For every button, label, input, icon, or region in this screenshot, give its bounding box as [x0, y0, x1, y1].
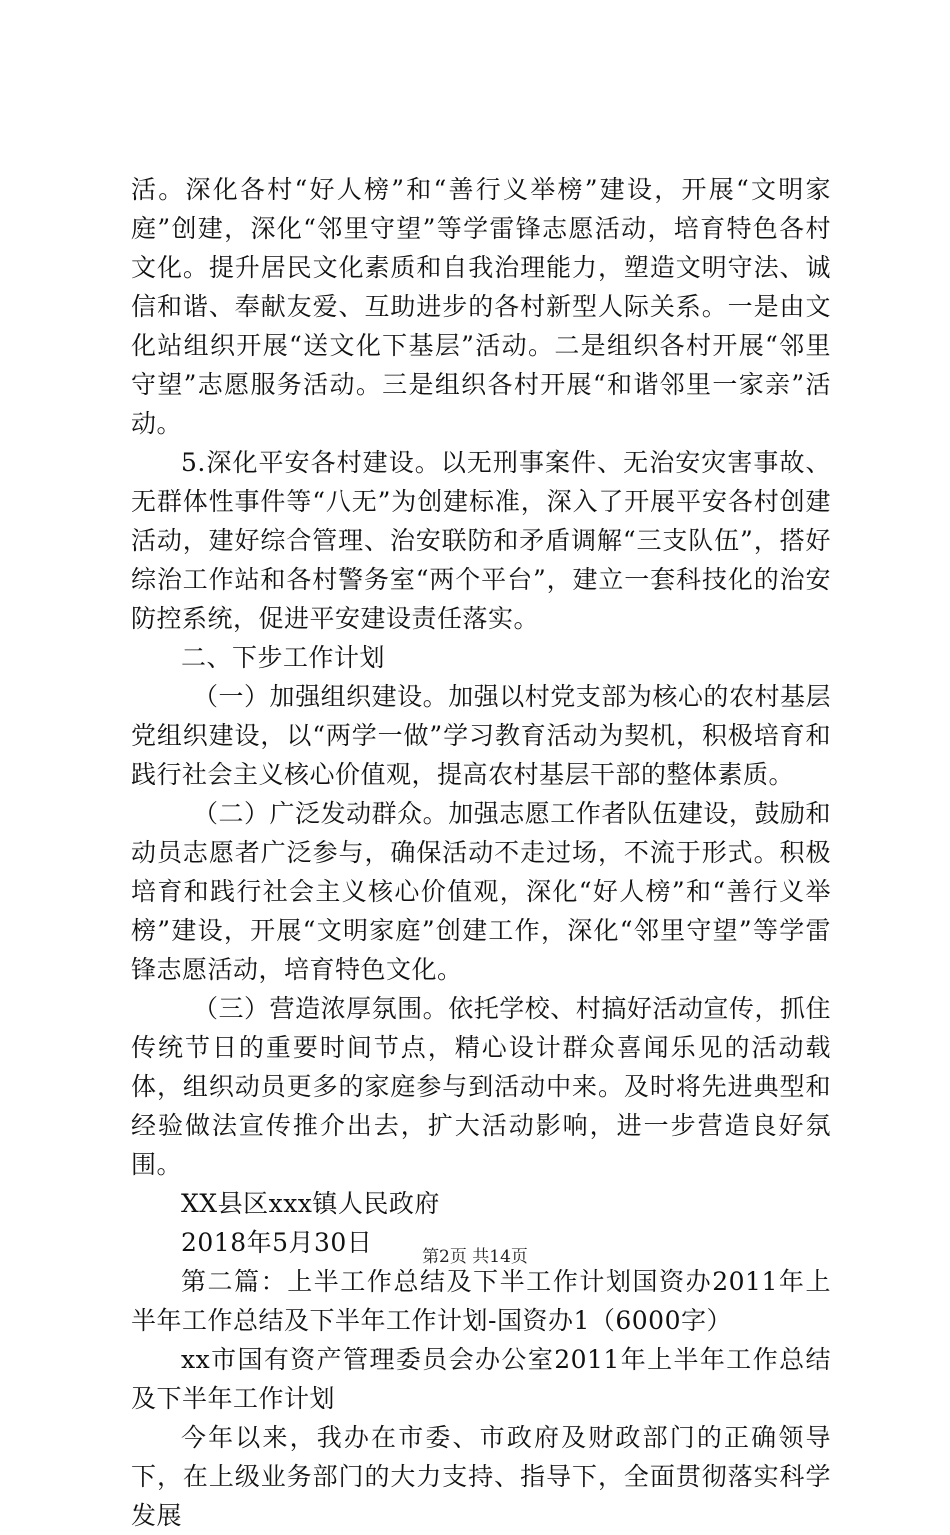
section-heading-next-plan: 二、下步工作计划	[181, 643, 386, 672]
signature-organization: XX县区xxx镇人民政府	[181, 1189, 440, 1218]
document-body	[131, 170, 831, 1535]
chapter-title-second: 第二篇：上半工作总结及下半工作计划国资办2011年上半年工作总结及下半年工作计划-国资办1（6000字）	[131, 1267, 831, 1335]
signature-date: 2018年5月30日	[181, 1228, 373, 1257]
paragraph-culture-activities: 活。深化各村“好人榜”和“善行义举榜”建设，开展“文明家庭”创建，深化“邻里守望”等学雷锋志愿活动，培育特色各村文化。提升居民文化素质和自我治理能力，塑造文明守法、诚信和谐、奉献友爱、互助进步的各村新型人际关系。一是由文化站组织开展“送文化下基层”活动。二是组织各村开展“邻里守望”志愿服务活动。三是组织各村开展“和谐邻里一家亲”活动。	[131, 175, 831, 438]
paragraph-plan-mobilize: （二）广泛发动群众。加强志愿工作者队伍建设，鼓励和动员志愿者广泛参与，确保活动不走过场，不流于形式。积极培育和践行社会主义核心价值观，深化“好人榜”和“善行义举榜”建设，开展“文明家庭”创建工作，深化“邻里守望”等学雷锋志愿活动，培育特色文化。	[131, 799, 831, 984]
paragraph-plan-atmosphere: （三）营造浓厚氛围。依托学校、村搞好活动宣传，抓住传统节日的重要时间节点，精心设计群众喜闻乐见的活动载体，组织动员更多的家庭参与到活动中来。及时将先进典型和经验做法宣传推介出去，扩大活动影响，进一步营造良好氛围。	[131, 994, 831, 1179]
report-title: xx市国有资产管理委员会办公室2011年上半年工作总结及下半年工作计划	[131, 1345, 831, 1413]
paragraph-safety-construction: 5.深化平安各村建设。以无刑事案件、无治安灾害事故、无群体性事件等“八无”为创建标准，深入了开展平安各村创建活动，建好综合管理、治安联防和矛盾调解“三支队伍”，搭好综治工作站和各村警务室“两个平台”，建立一套科技化的治安防控系统，促进平安建设责任落实。	[131, 448, 831, 633]
paragraph-plan-organization: （一）加强组织建设。加强以村党支部为核心的农村基层党组织建设，以“两学一做”学习教育活动为契机，积极培育和践行社会主义核心价值观，提高农村基层干部的整体素质。	[131, 682, 831, 789]
paragraph-report-intro: 今年以来，我办在市委、市政府及财政部门的正确领导下，在上级业务部门的大力支持、指导下，全面贯彻落实科学发展	[131, 1423, 831, 1530]
page-number-footer: 第2页 共14页	[422, 1247, 528, 1267]
